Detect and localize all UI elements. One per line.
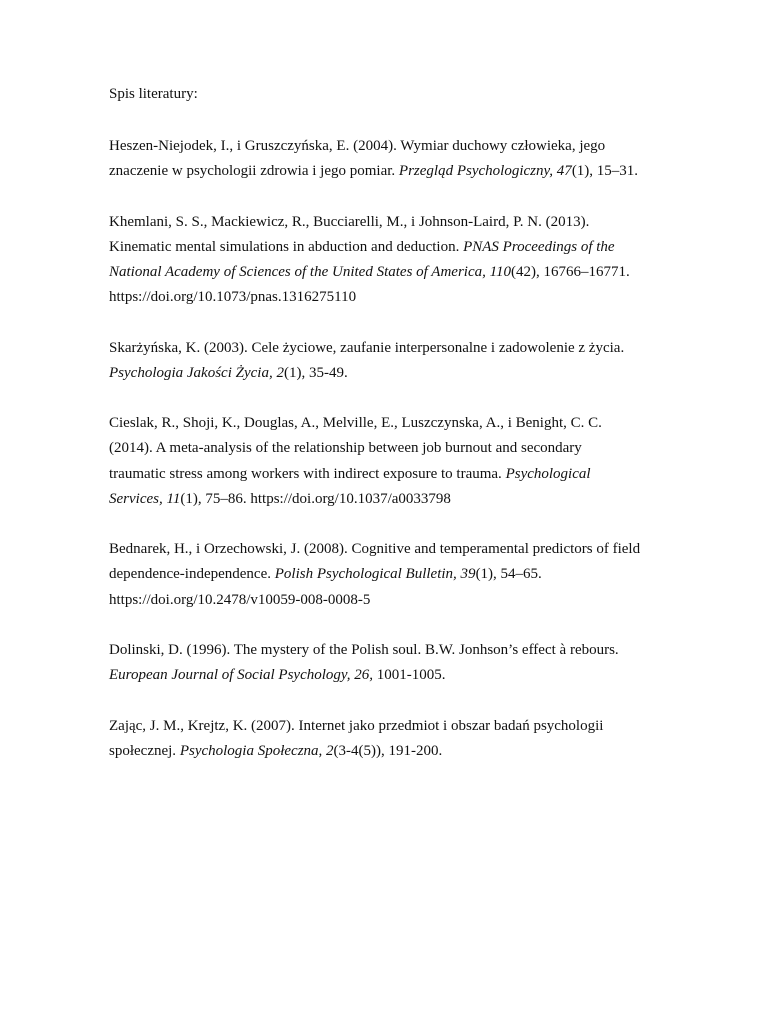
reference-text-segment: (1), 54–65. xyxy=(475,566,542,583)
reference-entry xyxy=(109,537,669,613)
reference-entry xyxy=(109,638,669,688)
reference-text-segment: (1), 15–31. xyxy=(571,163,639,180)
reference-text-segment: 1001-1005. xyxy=(373,667,446,684)
reference-entry xyxy=(109,210,669,311)
reference-list xyxy=(109,134,669,789)
reference-line xyxy=(109,663,669,688)
reference-line xyxy=(109,588,669,613)
reference-text-segment: https://doi.org/10.1073/pnas.1316275110 xyxy=(109,289,357,306)
reference-line xyxy=(109,411,669,436)
reference-italic-segment: European Journal of Social Psychology, 26, xyxy=(109,667,373,684)
reference-text-segment: Cieslak, R., Shoji, K., Douglas, A., Melville, E., Luszczynska, A., i Benight, C. C. xyxy=(109,415,602,432)
reference-italic-segment: Przegląd Psychologiczny, 47 xyxy=(398,163,572,180)
reference-line xyxy=(109,285,669,310)
reference-line xyxy=(109,336,669,361)
reference-italic-segment: Psychologia Jakości Życia, 2 xyxy=(109,364,284,381)
bibliography-heading: Spis literatury: xyxy=(109,86,198,102)
reference-text-segment: (1), 35-49. xyxy=(283,364,348,381)
reference-line xyxy=(109,159,669,184)
reference-text-segment: znaczenie w psychologii zdrowia i jego pomiar. xyxy=(109,163,399,180)
reference-text-segment: Heszen-Niejodek, I., i Gruszczyńska, E. (2004). Wymiar duchowy człowieka, jego xyxy=(109,138,606,154)
reference-line xyxy=(109,638,669,663)
reference-italic-segment: PNAS Proceedings of the xyxy=(463,238,615,255)
reference-line xyxy=(109,260,669,285)
reference-italic-segment: Polish Psychological Bulletin, 39 xyxy=(274,566,476,583)
reference-text-segment: (3-4(5)), 191-200. xyxy=(333,742,443,759)
reference-text-segment: Zając, J. M., Krejtz, K. (2007). Internet jako przedmiot i obszar badań psychologii xyxy=(109,717,604,734)
reference-entry xyxy=(109,714,669,764)
reference-text-segment: Bednarek, H., i Orzechowski, J. (2008). Cognitive and temperamental predictors of field xyxy=(109,541,641,558)
reference-text-segment: Kinematic mental simulations in abduction and deduction. xyxy=(109,238,464,255)
reference-text-segment: (1), 75–86. https://doi.org/10.1037/a0033798 xyxy=(180,490,451,507)
reference-text-segment: traumatic stress among workers with indirect exposure to trauma. xyxy=(109,465,506,482)
reference-line xyxy=(109,462,669,487)
reference-text-segment: Dolinski, D. (1996). The mystery of the Polish soul. B.W. Jonhson’s effect à rebours. xyxy=(109,641,619,658)
reference-line xyxy=(109,235,669,260)
reference-entry xyxy=(109,134,669,184)
reference-italic-segment: Psychologia Społeczna, 2 xyxy=(179,742,334,759)
reference-line xyxy=(109,739,669,764)
reference-line xyxy=(109,714,669,739)
reference-line xyxy=(109,436,669,461)
reference-text-segment: Skarżyńska, K. (2003). Cele życiowe, zaufanie interpersonalne i zadowolenie z życia. xyxy=(109,339,625,356)
reference-italic-segment: Psychological xyxy=(505,465,591,482)
reference-text-segment: dependence-independence. xyxy=(109,566,275,583)
reference-entry xyxy=(109,411,669,512)
reference-text-segment: https://doi.org/10.2478/v10059-008-0008-5 xyxy=(109,591,371,608)
reference-line xyxy=(109,210,669,235)
reference-line xyxy=(109,562,669,587)
reference-line xyxy=(109,537,669,562)
reference-line xyxy=(109,361,669,386)
reference-italic-segment: Services, 11 xyxy=(109,490,181,507)
reference-line xyxy=(109,134,669,159)
reference-text-segment: Khemlani, S. S., Mackiewicz, R., Bucciarelli, M., i Johnson-Laird, P. N. (2013). xyxy=(109,213,590,230)
reference-text-segment: (42), 16766–16771. xyxy=(511,264,630,280)
reference-entry xyxy=(109,336,669,386)
reference-italic-segment: National Academy of Sciences of the United States of America, 110 xyxy=(109,264,512,280)
reference-line xyxy=(109,487,669,512)
reference-text-segment: społecznej. xyxy=(109,742,180,759)
reference-text-segment: (2014). A meta-analysis of the relationship between job burnout and secondary xyxy=(109,440,582,457)
